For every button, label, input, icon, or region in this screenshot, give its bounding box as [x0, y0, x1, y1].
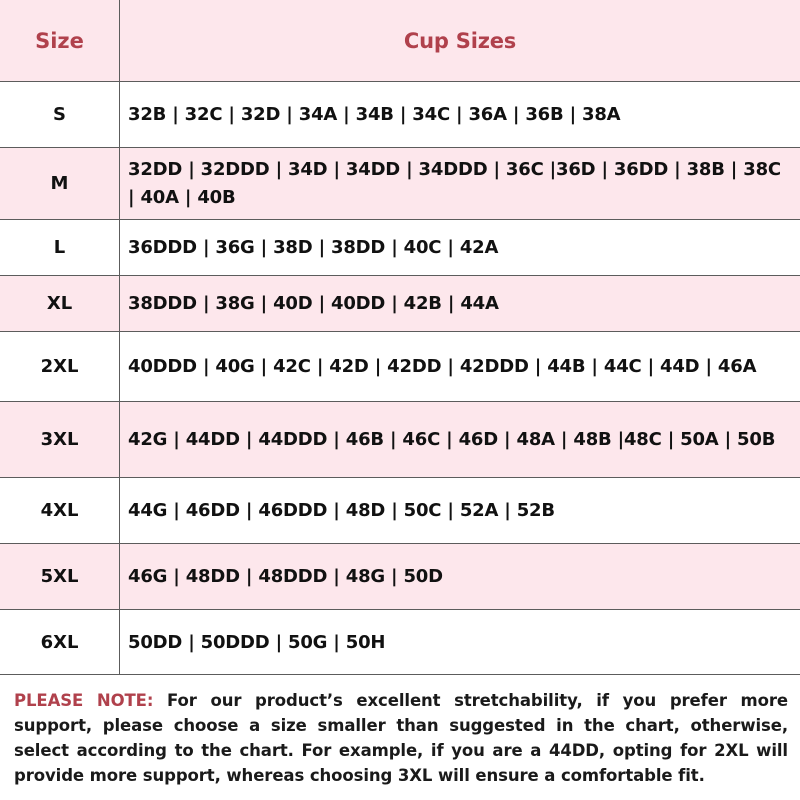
size-cell: S — [0, 82, 120, 147]
cup-sizes-cell: 50DD | 50DDD | 50G | 50H — [128, 631, 386, 653]
table-row — [0, 81, 800, 147]
cup-sizes-cell: 38DDD | 38G | 40D | 40DD | 42B | 44A — [128, 292, 499, 314]
note-text: For our product’s excellent stretchability, if you prefer more support, please choose a size smaller than suggested in the chart, otherwise, select according to the chart. For example, if you are a 44DD, opting for 2XL will provide more support, whereas choosing 3XL will ensure a comfortable fit. — [14, 691, 788, 785]
table-row — [0, 275, 800, 331]
size-cell: L — [0, 220, 120, 275]
table-row — [0, 401, 800, 477]
cup-sizes-cell: 36DDD | 36G | 38D | 38DD | 40C | 42A — [128, 236, 499, 258]
size-cell: 4XL — [0, 478, 120, 543]
cup-sizes-cell: 42G | 44DD | 44DDD | 46B | 46C | 46D | 48A | 48B |48C | 50A | 50B — [128, 428, 776, 450]
cup-sizes-column-header: Cup Sizes — [403, 28, 517, 53]
table-row — [0, 219, 800, 275]
table-header-row — [0, 0, 800, 81]
size-cell: 3XL — [0, 402, 120, 477]
cup-sizes-cell: 32DD | 32DDD | 34D | 34DD | 34DDD | 36C |36D | 36DD | 38B | 38C | 40A | 40B — [128, 158, 781, 208]
size-cell: 6XL — [0, 610, 120, 675]
size-cell: XL — [0, 276, 120, 331]
table-row — [0, 147, 800, 219]
table-row — [0, 609, 800, 675]
size-cell: M — [0, 148, 120, 219]
size-cell: 5XL — [0, 544, 120, 609]
size-column-header: Size — [0, 0, 120, 81]
cup-sizes-cell: 32B | 32C | 32D | 34A | 34B | 34C | 36A | 36B | 38A — [128, 103, 621, 125]
cup-sizes-cell: 44G | 46DD | 46DDD | 48D | 50C | 52A | 52B — [128, 499, 555, 521]
cup-sizes-cell: 46G | 48DD | 48DDD | 48G | 50D — [128, 565, 443, 587]
size-cell: 2XL — [0, 332, 120, 401]
table-row — [0, 331, 800, 401]
table-bottom-border — [0, 674, 800, 675]
sizing-note — [14, 688, 788, 788]
table-row — [0, 543, 800, 609]
note-label: PLEASE NOTE: — [14, 691, 154, 710]
table-row — [0, 477, 800, 543]
cup-sizes-cell: 40DDD | 40G | 42C | 42D | 42DD | 42DDD | 44B | 44C | 44D | 46A — [128, 355, 757, 377]
